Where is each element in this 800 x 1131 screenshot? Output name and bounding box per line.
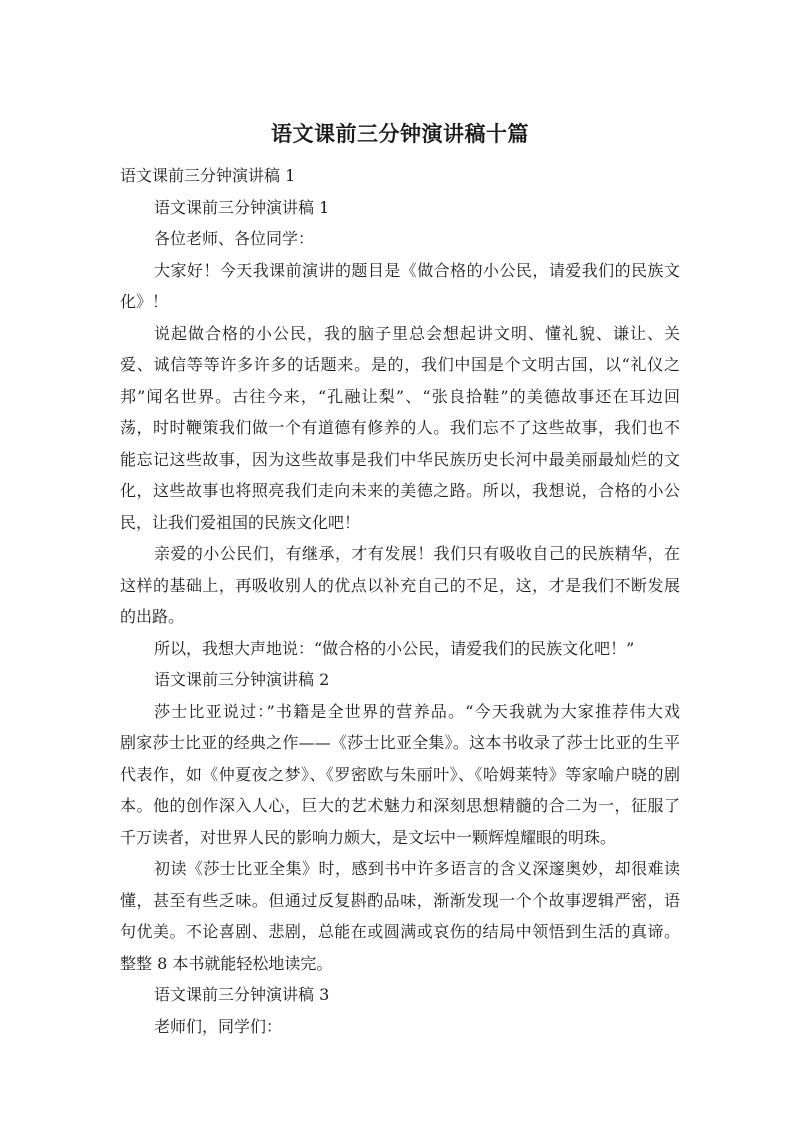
text-line: 句优美。不论喜剧、悲剧，总能在或圆满或哀伤的结局中领悟到生活的真谛。 <box>120 922 680 941</box>
text-line: 语文课前三分钟演讲稿 2 <box>154 670 330 689</box>
text-line: 的出路。 <box>120 607 185 626</box>
text-line: 千万读者，对世界人民的影响力颇大，是文坛中一颗辉煌耀眼的明珠。 <box>120 827 617 847</box>
text-line: 荡，时时鞭策我们做一个有道德有修养的人。我们忘不了这些故事，我们也不 <box>120 418 680 437</box>
text-line: 语文课前三分钟演讲稿 3 <box>154 985 330 1004</box>
text-line: 爱、诚信等等许多许多的话题来。是的，我们中国是个文明古国，以“礼仪之 <box>120 355 680 374</box>
text-line: 能忘记这些故事，因为这些故事是我们中华民族历史长河中最美丽最灿烂的文 <box>120 449 680 469</box>
text-line: 初读《莎士比亚全集》时，感到书中许多语言的含义深邃奥妙，却很难读 <box>154 859 680 878</box>
text-line: 化》！ <box>120 292 169 311</box>
text-line: 老师们，同学们： <box>154 1016 283 1036</box>
text-line: 化，这些故事也将照亮我们走向未来的美德之路。所以，我想说，合格的小公 <box>120 481 680 500</box>
document-body <box>120 160 680 1042</box>
text-line: 民，让我们爱祖国的民族文化吧！ <box>120 512 361 532</box>
text-line: 这样的基础上，再吸收别人的优点以补充自己的不足，这，才是我们不断发展 <box>120 575 680 595</box>
text-line: 剧家莎士比亚的经典之作——《莎士比亚全集》。这本书收录了莎士比亚的生平 <box>120 733 680 752</box>
text-line: 本。他的创作深入人心，巨大的艺术魅力和深刻思想精髓的合二为一，征服了 <box>120 796 680 815</box>
text-line: 各位老师、各位同学： <box>154 229 315 248</box>
text-line: 所以，我想大声地说：“做合格的小公民，请爱我们的民族文化吧！” <box>154 638 635 658</box>
text-line: 语文课前三分钟演讲稿 1 <box>154 197 330 217</box>
text-line: 大家好！今天我课前演讲的题目是《做合格的小公民，请爱我们的民族文 <box>154 260 680 280</box>
text-line: 语文课前三分钟演讲稿 1 <box>120 166 296 185</box>
text-line: 整整 8 本书就能轻松地读完。 <box>120 953 333 973</box>
text-line: 说起做合格的小公民，我的脑子里总会想起讲文明、懂礼貌、谦让、关 <box>154 323 680 343</box>
text-line: 莎士比亚说过：”书籍是全世界的营养品。“今天我就为大家推荐伟大戏 <box>154 701 680 721</box>
text-line: 代表作，如《仲夏夜之梦》、《罗密欧与朱丽叶》、《哈姆莱特》等家喻户晓的剧 <box>120 764 680 784</box>
text-line: 邦”闻名世界。古往今来，“孔融让梨”、“张良拾鞋”的美德故事还在耳边回 <box>120 386 680 406</box>
text-line: 亲爱的小公民们，有继承，才有发展！我们只有吸收自己的民族精华，在 <box>154 544 680 563</box>
text-line: 懂，甚至有些乏味。但通过反复斟酌品味，渐渐发现一个个故事逻辑严密，语 <box>120 890 680 910</box>
page-title: 语文课前三分钟演讲稿十篇 <box>271 122 529 146</box>
